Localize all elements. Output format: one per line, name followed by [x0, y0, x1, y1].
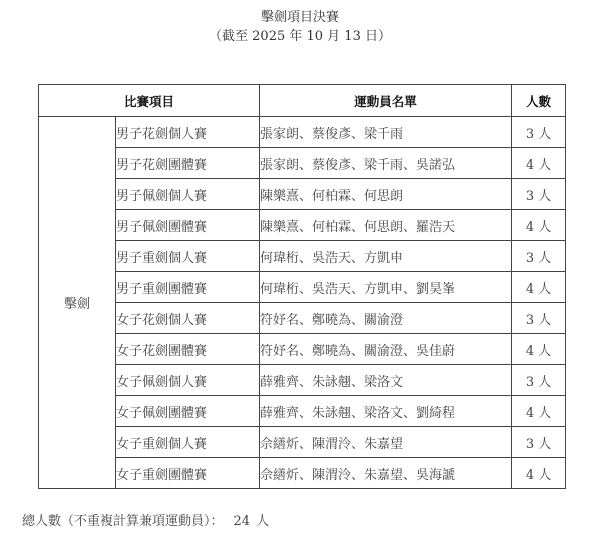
event-cell: 男子佩劍個人賽 [116, 179, 260, 210]
athletes-cell: 張家朗、蔡俊彥、梁千雨、吳諾弘 [260, 148, 512, 179]
page-title: 擊劍項目決賽 [260, 10, 339, 25]
event-cell: 女子重劍個人賽 [116, 427, 260, 458]
sport-cell: 擊劍 [39, 117, 116, 489]
event-cell: 女子重劍團體賽 [116, 458, 260, 489]
athletes-cell: 佘繕炘、陳渭泠、朱嘉望 [260, 427, 512, 458]
athletes-cell: 佘繕炘、陳渭泠、朱嘉望、吳海謕 [260, 458, 512, 489]
count-cell: 4 人 [512, 148, 566, 179]
table-row [39, 303, 566, 334]
athletes-cell: 張家朗、蔡俊彥、梁千雨 [260, 117, 512, 148]
count-cell: 4 人 [512, 334, 566, 365]
table-row [39, 365, 566, 396]
count-cell: 4 人 [512, 210, 566, 241]
count-cell: 3 人 [512, 241, 566, 272]
table-row [39, 241, 566, 272]
event-cell: 女子佩劍個人賽 [116, 365, 260, 396]
table-row [39, 272, 566, 303]
table-row [39, 210, 566, 241]
table-row [39, 148, 566, 179]
event-cell: 男子花劍個人賽 [116, 117, 260, 148]
athletes-cell: 薛雅齊、朱詠翹、梁洛文 [260, 365, 512, 396]
event-cell: 女子花劍團體賽 [116, 334, 260, 365]
table-row [39, 427, 566, 458]
athletes-cell: 陳樂熹、何柏霖、何思朗、羅浩天 [260, 210, 512, 241]
total-unit: 人 [256, 514, 270, 529]
athletes-cell: 薛雅齊、朱詠翹、梁洛文、劉綺程 [260, 396, 512, 427]
page-subtitle: （截至 2025 年 10 月 13 日） [209, 29, 391, 44]
total-value: 24 [233, 514, 251, 529]
total-summary [22, 510, 269, 529]
event-cell: 男子重劍團體賽 [116, 272, 260, 303]
event-cell: 女子佩劍團體賽 [116, 396, 260, 427]
count-cell: 3 人 [512, 427, 566, 458]
event-cell: 男子花劍團體賽 [116, 148, 260, 179]
header-count: 人數 [512, 85, 566, 117]
event-cell: 男子佩劍團體賽 [116, 210, 260, 241]
count-cell: 3 人 [512, 117, 566, 148]
table-row [39, 458, 566, 489]
header-athletes: 運動員名單 [260, 85, 512, 117]
athletes-cell: 符妤名、鄭曉為、關渝澄、吳佳蔚 [260, 334, 512, 365]
athletes-cell: 何瑋桁、吳浩天、方凱申 [260, 241, 512, 272]
table-row [39, 117, 566, 148]
athletes-cell: 陳樂熹、何柏霖、何思朗 [260, 179, 512, 210]
table-row [39, 334, 566, 365]
count-cell: 3 人 [512, 179, 566, 210]
table-row [39, 179, 566, 210]
count-cell: 4 人 [512, 396, 566, 427]
table-row [39, 396, 566, 427]
athletes-cell: 何瑋桁、吳浩天、方凱申、劉昊峯 [260, 272, 512, 303]
header-event: 比賽項目 [39, 85, 260, 117]
count-cell: 4 人 [512, 458, 566, 489]
athletes-cell: 符妤名、鄭曉為、關渝澄 [260, 303, 512, 334]
table-header-row [39, 85, 566, 117]
count-cell: 3 人 [512, 365, 566, 396]
total-label: 總人數（不重複計算兼項運動員）： [22, 514, 224, 529]
count-cell: 4 人 [512, 272, 566, 303]
event-cell: 女子花劍個人賽 [116, 303, 260, 334]
results-table [38, 84, 566, 489]
count-cell: 3 人 [512, 303, 566, 334]
event-cell: 男子重劍個人賽 [116, 241, 260, 272]
